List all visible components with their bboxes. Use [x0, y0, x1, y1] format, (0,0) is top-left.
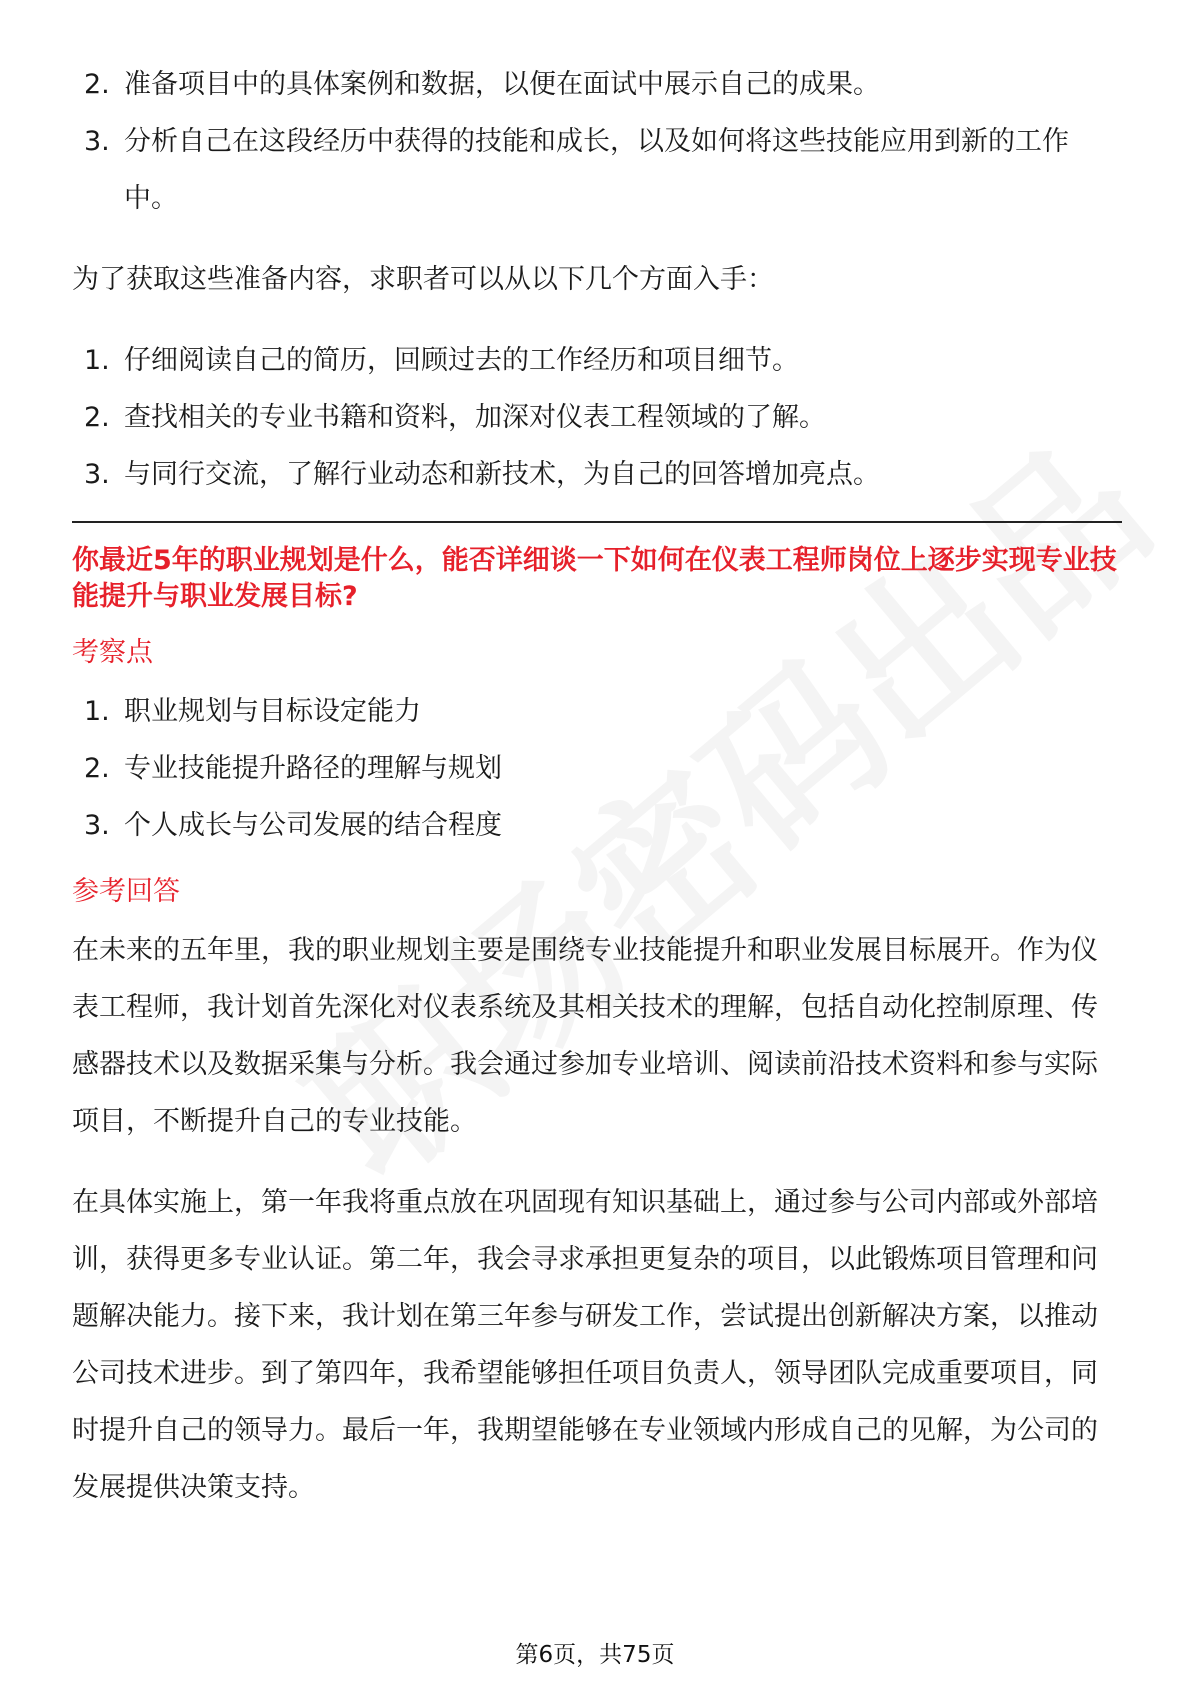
question-heading: 你最近5年的职业规划是什么，能否详细谈一下如何在仪表工程师岗位上逐步实现专业技能提升与职业发展目标? [72, 545, 1117, 612]
section-title-answer: 参考回答 [72, 876, 180, 907]
list-number: 1. [84, 696, 110, 727]
intro-paragraph: 为了获取这些准备内容，求职者可以从以下几个方面入手： [72, 264, 774, 295]
source-list [72, 332, 1122, 503]
answer-paragraph: 在具体实施上，第一年我将重点放在巩固现有知识基础上，通过参与公司内部或外部培训，获得更多专业认证。第二年，我会寻求承担更复杂的项目，以此锻炼项目管理和问题解决能力。接下来，我计划在第三年参与研发工作，尝试提出创新解决方案，以推动公司技术进步。到了第四年，我希望能够担任项目负责人，领导团队完成重要项目，同时提升自己的领导力。最后一年，我期望能够在专业领域内形成自己的见解，为公司的发展提供决策支持。 [72, 1187, 1098, 1503]
list-number: 2. [84, 753, 110, 784]
list-item [72, 332, 1122, 389]
list-number: 2. [84, 402, 110, 433]
list-item [72, 389, 1122, 446]
list-number: 3. [84, 459, 110, 490]
page-content [72, 56, 1122, 1516]
list-item [72, 446, 1122, 503]
list-text: 分析自己在这段经历中获得的技能和成长，以及如何将这些技能应用到新的工作中。 [124, 126, 1069, 214]
list-number: 3. [84, 126, 110, 157]
list-text: 仔细阅读自己的简历，回顾过去的工作经历和项目细节。 [124, 345, 799, 376]
section-divider [72, 521, 1122, 523]
list-item [72, 740, 1122, 797]
list-item [72, 56, 1122, 113]
list-number: 3. [84, 810, 110, 841]
list-text: 个人成长与公司发展的结合程度 [124, 810, 502, 841]
list-number: 1. [84, 345, 110, 376]
list-text: 专业技能提升路径的理解与规划 [124, 753, 502, 784]
list-text: 查找相关的专业书籍和资料，加深对仪表工程领域的了解。 [124, 402, 826, 433]
page-footer: 第6页，共75页 [515, 1642, 675, 1668]
list-item [72, 683, 1122, 740]
list-text: 职业规划与目标设定能力 [124, 696, 421, 727]
section-title-points: 考察点 [72, 637, 153, 668]
answer-paragraph: 在未来的五年里，我的职业规划主要是围绕专业技能提升和职业发展目标展开。作为仪表工程师，我计划首先深化对仪表系统及其相关技术的理解，包括自动化控制原理、传感器技术以及数据采集与分析。我会通过参加专业培训、阅读前沿技术资料和参与实际项目，不断提升自己的专业技能。 [72, 935, 1098, 1137]
prep-list [72, 56, 1122, 227]
list-number: 2. [84, 69, 110, 100]
list-item [72, 113, 1122, 227]
list-text: 与同行交流，了解行业动态和新技术，为自己的回答增加亮点。 [124, 459, 880, 490]
points-list [72, 683, 1122, 854]
list-item [72, 797, 1122, 854]
list-text: 准备项目中的具体案例和数据，以便在面试中展示自己的成果。 [124, 69, 880, 100]
